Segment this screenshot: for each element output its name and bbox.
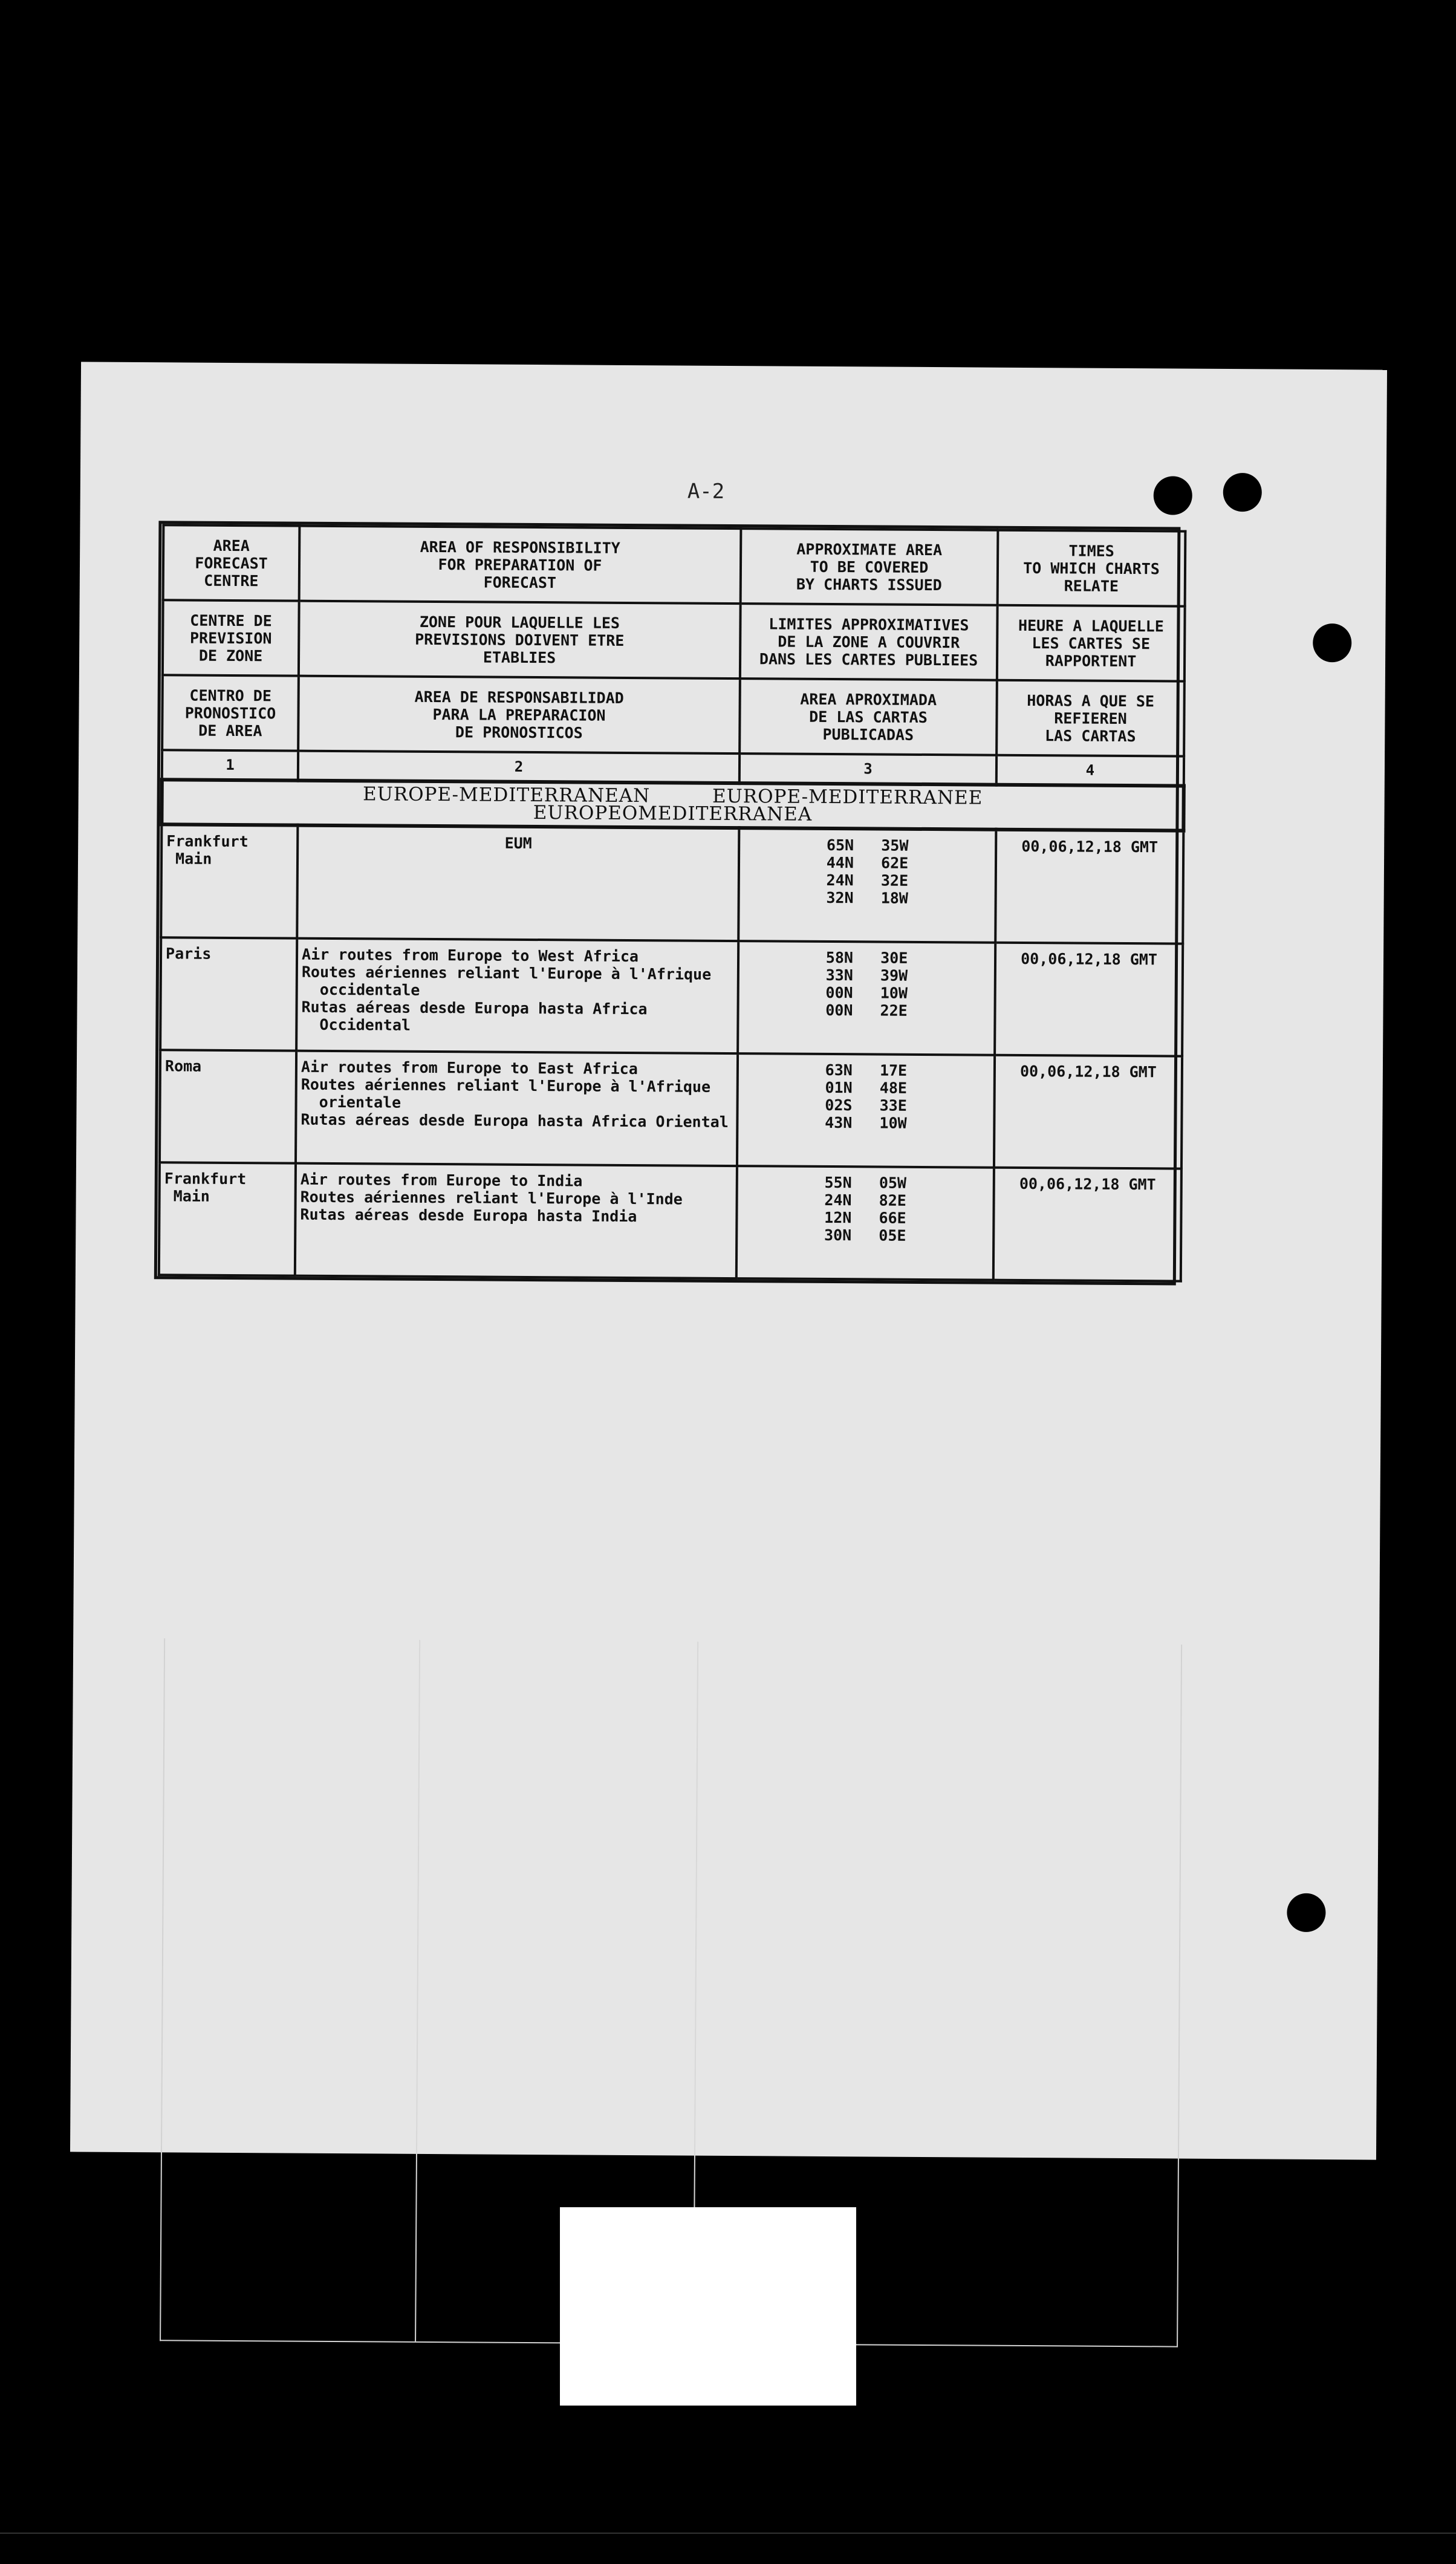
header-cell: CENTRO DE PRONOSTICO DE AREA bbox=[162, 675, 299, 750]
header-cell: AREA DE RESPONSABILIDAD PARA LA PREPARACION DE PRONOSTICOS bbox=[298, 676, 740, 753]
region-banner-row bbox=[161, 779, 1183, 830]
header-cell: HEURE A LAQUELLE LES CARTES SE RAPPORTENT bbox=[997, 605, 1185, 682]
column-number: 2 bbox=[298, 751, 739, 783]
area-line: Rutas aéreas desde Europa hasta Africa Oriental bbox=[301, 1110, 729, 1131]
document-page bbox=[70, 362, 1387, 2159]
header-cell: AREA FORECAST CENTRE bbox=[163, 525, 300, 600]
times-cell: 00,06,12,18 GMT bbox=[995, 830, 1183, 944]
times-cell: 00,06,12,18 GMT bbox=[993, 1168, 1181, 1281]
region-banner bbox=[161, 779, 1183, 830]
centre-cell: Frankfurt Main bbox=[159, 1162, 296, 1275]
area-cell bbox=[297, 825, 739, 941]
column-number: 1 bbox=[162, 750, 298, 780]
area-line: occidentale bbox=[301, 980, 420, 999]
area-line: Routes aériennes reliant l'Europe à l'Afrique bbox=[301, 963, 712, 983]
table-row bbox=[160, 937, 1183, 1056]
header-row-fr bbox=[163, 600, 1185, 681]
header-row-es bbox=[162, 675, 1185, 756]
centre-cell: Frankfurt Main bbox=[161, 824, 297, 938]
centre-cell: Paris bbox=[160, 937, 297, 1050]
region-name-fr: EUROPE-MEDITERRANEE bbox=[712, 785, 983, 809]
table-row bbox=[160, 1050, 1182, 1168]
region-name-es: EUROPEOMEDITERRANEA bbox=[533, 802, 813, 825]
header-cell: APPROXIMATE AREA TO BE COVERED BY CHARTS ISSUED bbox=[741, 529, 998, 605]
punch-hole bbox=[1287, 1893, 1325, 1932]
table-row bbox=[159, 1162, 1181, 1281]
scan-edge bbox=[0, 2533, 1456, 2534]
area-line: Air routes from Europe to West Africa bbox=[301, 945, 639, 966]
coordinates-cell: 65N 35W 44N 62E 24N 32E 32N 18W bbox=[738, 828, 996, 943]
area-line: Routes aériennes reliant l'Europe à l'Inde bbox=[300, 1188, 683, 1208]
forecast-centres-table bbox=[154, 521, 1181, 1285]
table-row bbox=[161, 824, 1183, 943]
coordinates-cell: 63N 17E 01N 48E 02S 33E 43N 10W bbox=[737, 1053, 995, 1168]
header-cell: HORAS A QUE SE REFIEREN LAS CARTAS bbox=[996, 680, 1185, 757]
area-line: Rutas aéreas desde Europa hasta Africa bbox=[301, 998, 648, 1018]
times-cell: 00,06,12,18 GMT bbox=[995, 943, 1183, 1056]
header-cell: TIMES TO WHICH CHARTS RELATE bbox=[998, 530, 1186, 607]
area-line: Occidental bbox=[301, 1015, 411, 1034]
area-line: orientale bbox=[301, 1093, 401, 1111]
area-line: EUM bbox=[504, 834, 532, 853]
area-cell bbox=[296, 1051, 738, 1166]
area-line: Rutas aéreas desde Europa hasta India bbox=[300, 1205, 637, 1226]
white-card bbox=[560, 2207, 856, 2406]
region-name-en: EUROPE-MEDITERRANEAN bbox=[362, 783, 651, 807]
header-cell: CENTRE DE PREVISION DE ZONE bbox=[163, 600, 299, 675]
punch-hole bbox=[1223, 473, 1262, 512]
column-number: 4 bbox=[996, 755, 1184, 786]
coordinates-cell: 58N 30E 33N 39W 00N 10W 00N 22E bbox=[738, 941, 995, 1055]
area-line: Air routes from Europe to East Africa bbox=[301, 1058, 638, 1078]
column-number: 3 bbox=[739, 753, 996, 785]
area-cell bbox=[296, 939, 738, 1053]
header-cell: AREA OF RESPONSIBILITY FOR PREPARATION OF FORECAST bbox=[299, 526, 741, 604]
punch-hole bbox=[1154, 476, 1192, 515]
area-line: Routes aériennes reliant l'Europe à l'Afrique bbox=[301, 1075, 711, 1096]
coordinates-cell: 55N 05W 24N 82E 12N 66E 30N 05E bbox=[736, 1166, 994, 1280]
punch-hole bbox=[1313, 623, 1351, 662]
centre-cell: Roma bbox=[160, 1050, 296, 1163]
header-cell: ZONE POUR LAQUELLE LES PREVISIONS DOIVENT ETRE ETABLIES bbox=[299, 601, 741, 678]
page-number: A-2 bbox=[687, 479, 725, 504]
header-cell: AREA APROXIMADA DE LAS CARTAS PUBLICADAS bbox=[739, 678, 997, 755]
header-row-en bbox=[163, 525, 1186, 606]
times-cell: 00,06,12,18 GMT bbox=[994, 1055, 1182, 1169]
header-cell: LIMITES APPROXIMATIVES DE LA ZONE A COUVRIR DANS LES CARTES PUBLIEES bbox=[740, 604, 998, 680]
area-cell bbox=[295, 1163, 737, 1278]
area-line: Air routes from Europe to India bbox=[300, 1170, 583, 1190]
